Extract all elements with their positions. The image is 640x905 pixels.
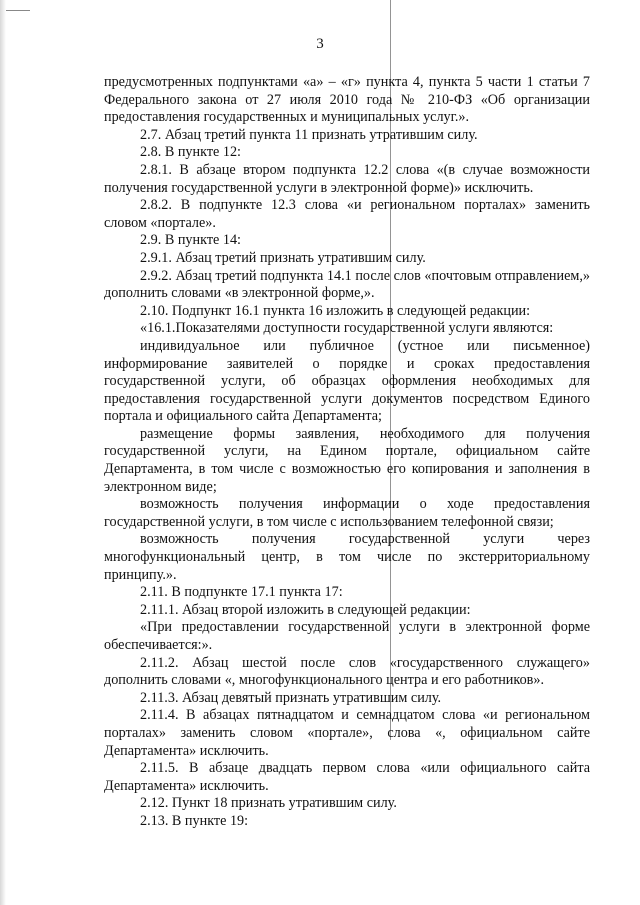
paragraph: 2.11. В подпункте 17.1 пункта 17:: [140, 584, 343, 601]
paragraph: 2.8. В пункте 12:: [140, 144, 241, 161]
paragraph: «При предоставлении государственной услуги в электронной форме обеспечивается:».: [104, 619, 590, 653]
paragraph: размещение формы заявления, необходимого для получения государственной услуги, на Едином портале, официальном сайте Департамента, в том числе с возможностью его копирования и заполнения в электронном виде;: [104, 425, 590, 495]
paragraph: 2.11.2. Абзац шестой после слов «государственного служащего» дополнить словами «, многофункционального центра и его работников».: [104, 654, 590, 689]
paragraph: 2.11.5. В абзаце двадцать первом слова «или официального сайта Департамента» исключить.: [104, 760, 590, 794]
paragraph: 2.10. Подпункт 16.1 пункта 16 изложить в следующей редакции:: [140, 302, 531, 319]
paragraph: 2.13. В пункте 19:: [140, 812, 249, 829]
paragraph: 2.9.1. Абзац третий признать утратившим силу.: [140, 249, 426, 266]
paragraph: 2.11.1. Абзац второй изложить в следующей редакции:: [140, 601, 471, 618]
paragraph: 2.9.2. Абзац третий подпункта 14.1 после слов «почтовым отправлением,» дополнить словами «в электронной форме,».: [104, 267, 590, 302]
paragraph: 2.7. Абзац третий пункта 11 признать утратившим силу.: [140, 126, 478, 143]
paragraph: возможность получения государственной услуги через многофункциональный центр, в том числе по экстерриториальному принципу.».: [104, 531, 590, 583]
page-number: 3: [316, 36, 324, 52]
document-body: [104, 74, 590, 831]
paragraph: «16.1.Показателями доступности государственной услуги являются:: [140, 320, 554, 337]
paragraph: возможность получения информации о ходе предоставления государственной услуги, в том числе с использованием телефонной связи;: [104, 496, 590, 530]
scan-left-edge: [0, 0, 6, 905]
paragraph: индивидуальное или публичное (устное или письменное) информирование заявителей о порядке и сроках предоставления государственной услуги, об образцах оформления необходимых для предоставления государственной услуги документов посредством Единого портала и официального сайта Департамента;: [104, 337, 590, 425]
paragraph: 2.12. Пункт 18 признать утратившим силу.: [140, 795, 397, 812]
paragraph: 2.8.1. В абзаце втором подпункта 12.2 слова «(в случае возможности получения государственной услуги в электронной форме)» исключить.: [104, 161, 590, 196]
scan-corner-mark: [6, 10, 30, 11]
paragraph: 2.11.3. Абзац девятый признать утратившим силу.: [140, 689, 442, 706]
paragraph: 2.11.4. В абзацах пятнадцатом и семнадцатом слова «и региональном порталах» заменить словом «портале», слова «, официальном сайте Департамента» исключить.: [104, 707, 590, 759]
paragraph: 2.9. В пункте 14:: [140, 232, 241, 249]
paragraph: предусмотренных подпунктами «а» – «г» пункта 4, пункта 5 части 1 статьи 7 Федерального закона от 27 июля 2010 года № 210-ФЗ «Об организации предоставления государственных и муниципальных услуг.».: [104, 74, 590, 126]
paragraph: 2.8.2. В подпункте 12.3 слова «и региональном порталах» заменить словом «портале».: [104, 197, 590, 231]
